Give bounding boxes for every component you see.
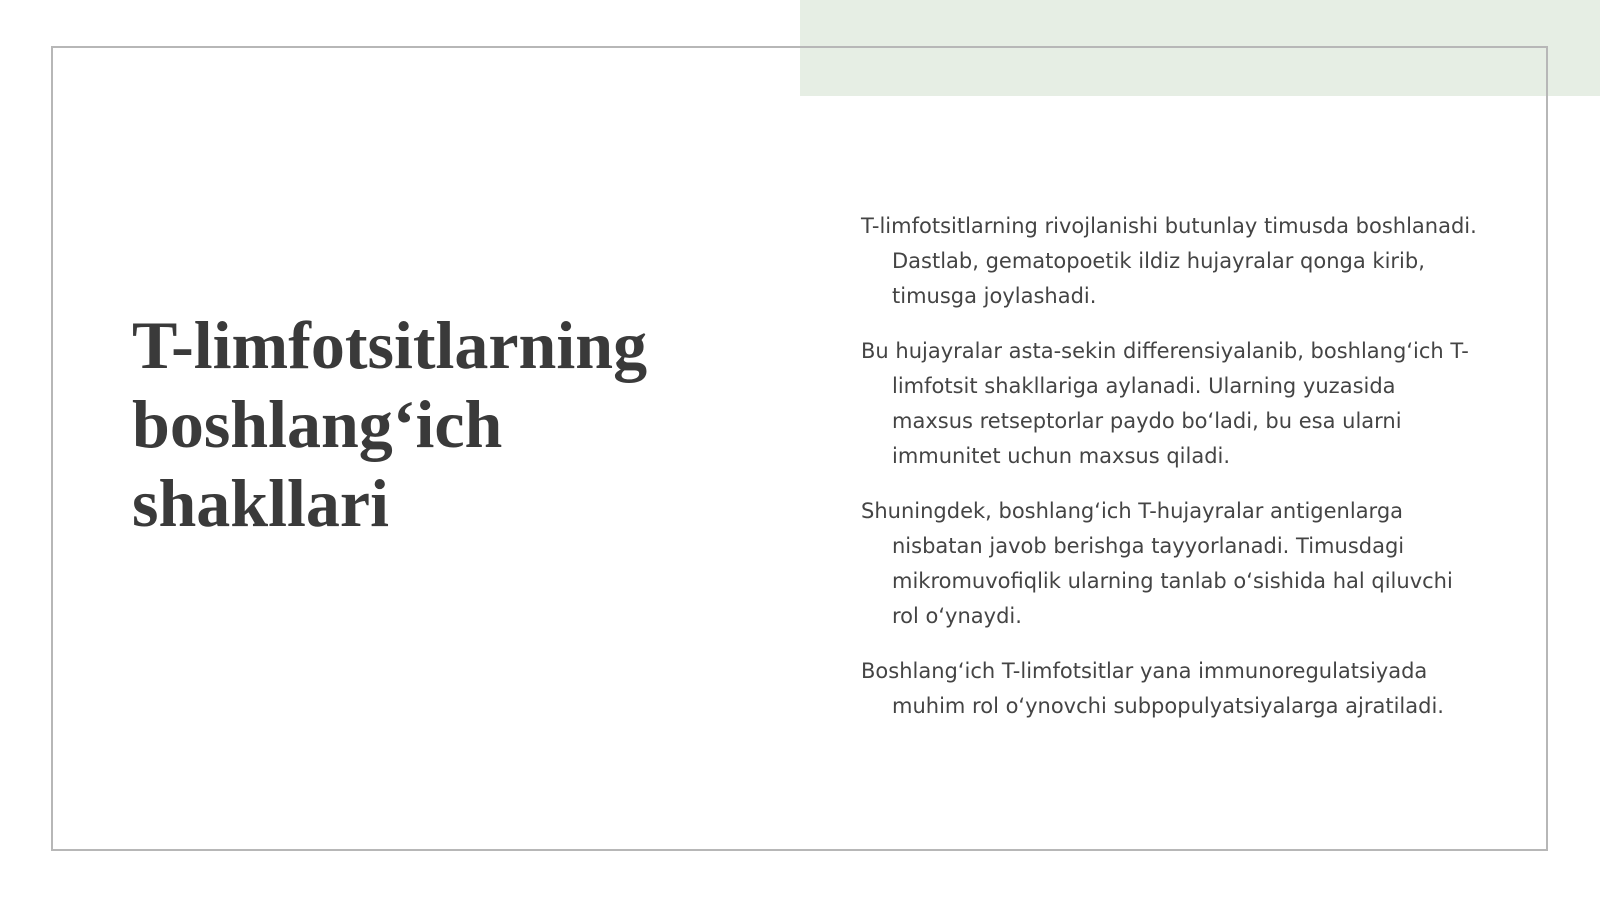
paragraph-2: Bu hujayralar asta-sekin differensiyalanib, boshlang‘ich T-limfotsit shakllariga aylanadi. Ularning yuzasida maxsus retseptorlar paydo bo‘ladi, bu esa ularni immunitet uchun maxsus qiladi.	[861, 339, 1469, 468]
paragraph-4: Boshlang‘ich T-limfotsitlar yana immunoregulatsiyada muhim rol o‘ynovchi subpopulyatsiyalarga ajratiladi.	[861, 659, 1444, 718]
body-text-block	[861, 209, 1481, 744]
slide-title: T-limfotsitlarning boshlang‘ich shakllari	[132, 307, 648, 541]
paragraph-1: T-limfotsitlarning rivojlanishi butunlay timusda boshlanadi. Dastlab, gematopoetik ildiz hujayralar qonga kirib, timusga joylashadi.	[861, 214, 1477, 308]
paragraph-3: Shuningdek, boshlang‘ich T-hujayralar antigenlarga nisbatan javob berishga tayyorlanadi. Timusdagi mikromuvofiqlik ularning tanlab o‘sishida hal qiluvchi rol o‘ynaydi.	[861, 499, 1453, 628]
